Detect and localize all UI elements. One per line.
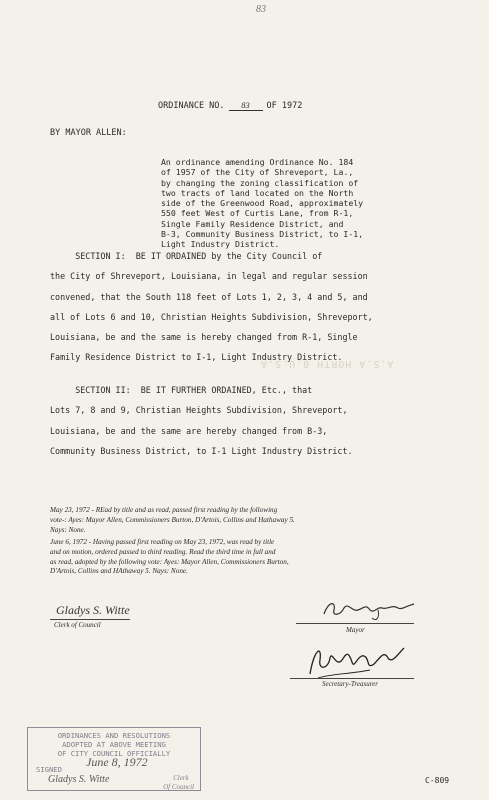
section-line: SECTION I: BE IT ORDAINED by the City Council of bbox=[50, 251, 323, 261]
minutes-adoption bbox=[50, 538, 470, 577]
minutes-line: and on motion, ordered passed to third reading. Read the third time in full and bbox=[50, 547, 276, 556]
ordinance-number: 83 bbox=[229, 100, 263, 111]
treasurer-signature-scrawl bbox=[300, 640, 412, 682]
section-line: convened, that the South 118 feet of Lots 1, 2, 3, 4 and 5, and bbox=[50, 291, 368, 302]
summary-line: B-3, Community Business District, to I-1, bbox=[161, 229, 364, 240]
title-suffix: OF 1972 bbox=[266, 101, 303, 111]
bleed-through-watermark: A.S.A HORTH 0.U.S.A bbox=[260, 358, 394, 369]
section-one bbox=[50, 251, 450, 373]
treasurer-label: Secretary-Treasurer bbox=[322, 680, 378, 688]
minutes-line: June 6, 1972 - Having passed first reading on May 23, 1972, was read by title bbox=[50, 538, 275, 546]
stamp-text bbox=[32, 731, 196, 758]
stamp-clerk-label-2: Of Council bbox=[163, 783, 194, 791]
minutes-line: as read, adopted by the following vote: Ayes: Mayor Allen, Commissioners Burton, bbox=[50, 557, 289, 566]
summary-line: Single Family Residence District, and bbox=[161, 218, 344, 229]
stamp-clerk-label-1: Clerk bbox=[173, 774, 189, 782]
stamp-signed-date: June 8, 1972 bbox=[86, 755, 148, 769]
stamp-line: ADOPTED AT ABOVE MEETING bbox=[62, 740, 166, 749]
summary-line: of 1957 of the City of Shreveport, La., bbox=[161, 167, 354, 178]
minutes-line: vote-: Ayes: Mayor Allen, Commissioners Burton, D'Artois, Collins and Hathaway 5. bbox=[50, 515, 295, 524]
mayor-label: Mayor bbox=[346, 626, 365, 634]
section-line: the City of Shreveport, Louisiana, in legal and regular session bbox=[50, 271, 368, 282]
minutes-line: D'Artois, Collins and HAthaway 5. Nays: None. bbox=[50, 567, 188, 576]
section-line: Lots 7, 8 and 9, Christian Heights Subdivision, Shreveport, bbox=[50, 405, 348, 416]
sponsor-line: BY MAYOR ALLEN: bbox=[50, 128, 127, 138]
clerk-label: Clerk of Council bbox=[54, 621, 101, 629]
document-id: C-809 bbox=[425, 776, 450, 785]
summary-line: side of the Greenwood Road, approximately bbox=[161, 198, 364, 209]
official-stamp bbox=[27, 727, 201, 791]
summary-line: Light Industry District. bbox=[161, 239, 280, 250]
ordinance-title bbox=[158, 100, 302, 111]
section-two bbox=[50, 385, 450, 466]
page-number-handwritten: 83 bbox=[256, 4, 266, 15]
stamp-line: OF CITY COUNCIL OFFICIALLY bbox=[57, 749, 171, 758]
mayor-signature-line bbox=[296, 623, 414, 624]
clerk-signature-line bbox=[50, 619, 130, 620]
ordinance-summary bbox=[161, 157, 441, 250]
stamp-clerk-label bbox=[163, 774, 194, 792]
stamp-signed-label: SIGNED bbox=[36, 765, 62, 774]
summary-line: two tracts of land located on the North bbox=[161, 187, 354, 198]
mayor-signature-scrawl bbox=[318, 596, 418, 622]
minutes-first-reading bbox=[50, 506, 470, 535]
summary-line: by changing the zoning classification of bbox=[161, 177, 359, 188]
stamp-line: ORDINANCES AND RESOLUTIONS bbox=[57, 731, 171, 740]
summary-line: An ordinance amending Ordinance No. 184 bbox=[161, 157, 354, 167]
section-line: Community Business District, to I-1 Light Industry District. bbox=[50, 445, 353, 456]
section-line: all of Lots 6 and 10, Christian Heights Subdivision, Shreveport, bbox=[50, 311, 373, 322]
section-line: SECTION II: BE IT FURTHER ORDAINED, Etc., that bbox=[50, 385, 313, 395]
minutes-line: Nays: None. bbox=[50, 525, 86, 534]
summary-line: 550 feet West of Curtis Lane, from R-1, bbox=[161, 208, 354, 219]
title-prefix: ORDINANCE NO. bbox=[158, 101, 225, 111]
section-line: Louisiana, be and the same is hereby changed from R-1, Single bbox=[50, 332, 358, 343]
section-line: Louisiana, be and the same are hereby changed from B-3, bbox=[50, 425, 328, 436]
treasurer-signature-line bbox=[290, 678, 414, 679]
stamp-clerk-signature: Gladys S. Witte bbox=[48, 774, 110, 785]
clerk-signature: Gladys S. Witte bbox=[56, 603, 130, 617]
minutes-line: May 23, 1972 - REad by title and as read, passed first reading by the following bbox=[50, 506, 278, 514]
section-line: Family Residence District to I-1, Light Industry District. bbox=[50, 352, 343, 363]
